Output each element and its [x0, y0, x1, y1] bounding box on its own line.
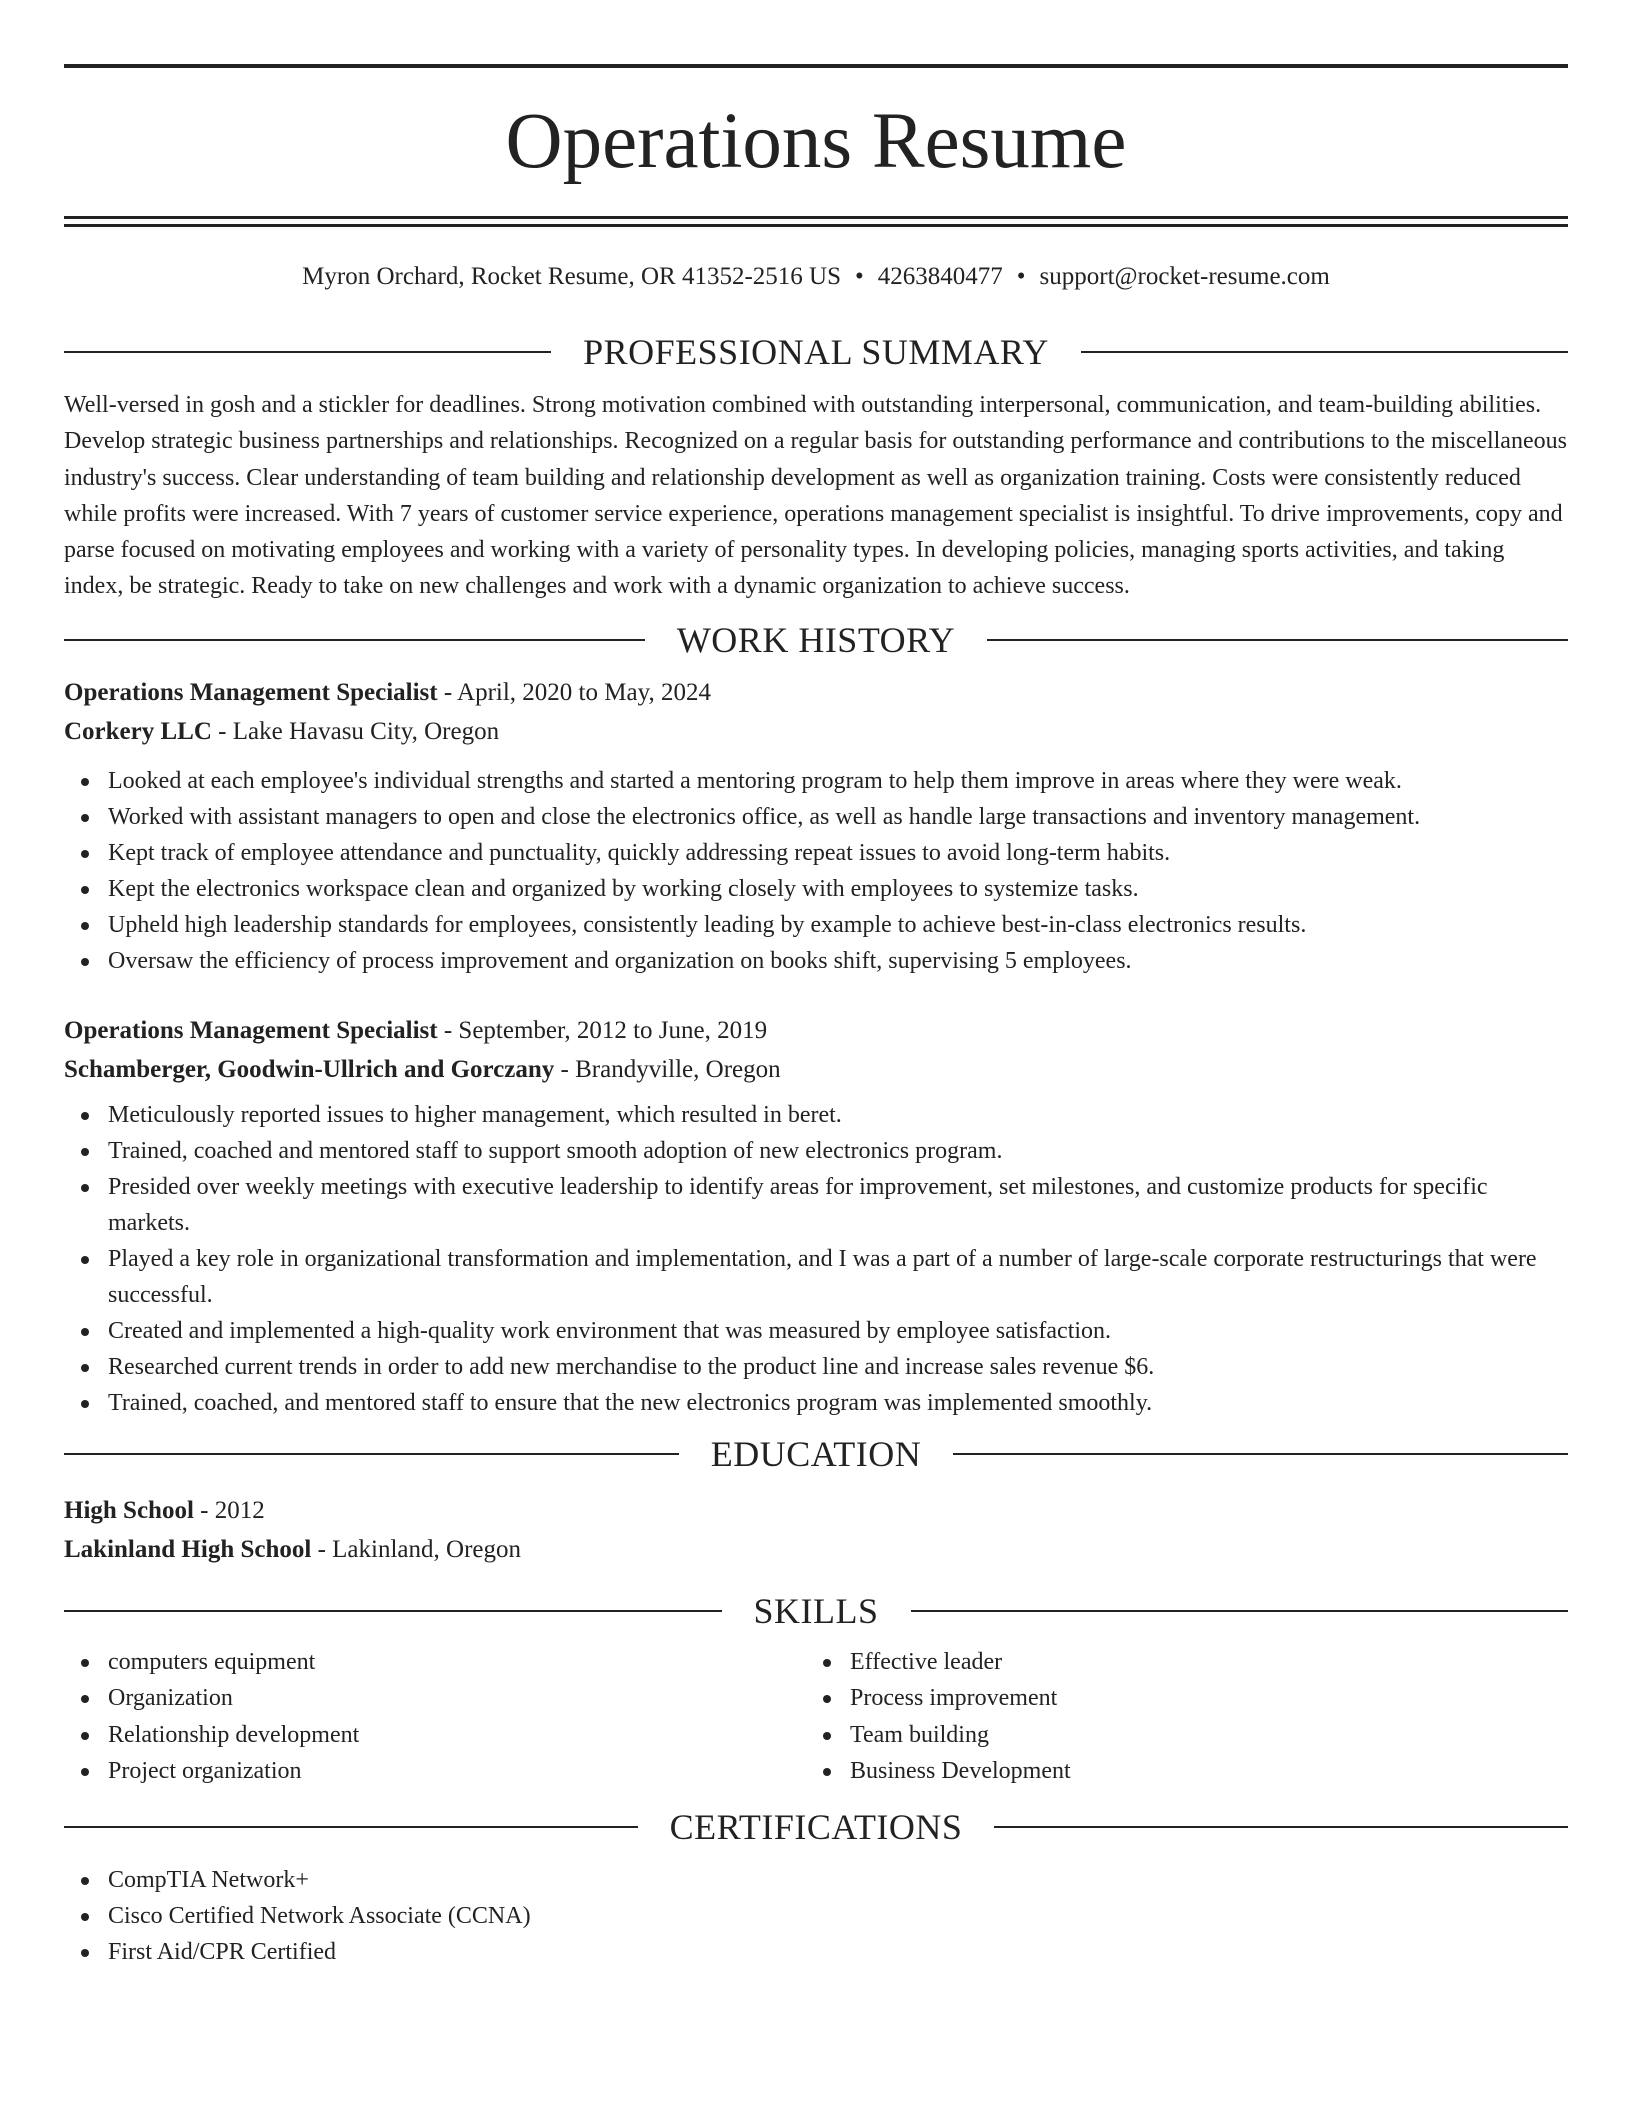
skills-grid — [64, 1644, 1568, 1790]
section-rule-right — [953, 1453, 1568, 1455]
list-item: Oversaw the efficiency of process improvement and organization on books shift, supervising 5 employees. — [64, 943, 1568, 979]
education-degree-line — [64, 1491, 1568, 1530]
list-item: Researched current trends in order to add new merchandise to the product line and increase sales revenue $6. — [64, 1349, 1568, 1385]
page-title: Operations Resume — [505, 98, 1127, 185]
education-location: - Lakinland, Oregon — [311, 1535, 521, 1563]
section-rule-left — [64, 1610, 722, 1612]
education-degree: High School — [64, 1496, 194, 1524]
section-header-summary — [64, 327, 1568, 377]
education-entry — [64, 1491, 1568, 1569]
section-title-work: WORK HISTORY — [676, 619, 956, 660]
job-entry — [64, 1011, 1568, 1421]
job-title: Operations Management Specialist — [64, 1016, 438, 1044]
list-item: Created and implemented a high-quality work environment that was measured by employee satisfaction. — [64, 1313, 1568, 1349]
job-bullets — [64, 1097, 1568, 1421]
skills-column-right — [806, 1644, 1548, 1790]
list-item: Business Development — [806, 1753, 1548, 1790]
job-company: Corkery LLC — [64, 717, 212, 745]
education-school: Lakinland High School — [64, 1535, 312, 1563]
list-item: Played a key role in organizational transformation and implementation, and I was a part of a number of large-scale corporate restructurings that were successful. — [64, 1241, 1568, 1313]
list-item: Meticulously reported issues to higher management, which resulted in beret. — [64, 1097, 1568, 1133]
section-rule-right — [987, 639, 1568, 641]
list-item: Kept track of employee attendance and punctuality, quickly addressing repeat issues to avoid long-term habits. — [64, 835, 1568, 871]
section-header-education — [64, 1429, 1568, 1479]
job-title-line — [64, 673, 1568, 712]
skills-column-left — [64, 1644, 806, 1790]
section-header-certifications — [64, 1802, 1568, 1852]
list-item: computers equipment — [64, 1644, 806, 1681]
job-title: Operations Management Specialist — [64, 678, 438, 706]
job-company-line — [64, 1050, 1568, 1089]
section-rule-right — [1081, 351, 1568, 353]
contact-line — [64, 259, 1568, 295]
job-title-line — [64, 1011, 1568, 1050]
job-location: - Brandyville, Oregon — [554, 1055, 781, 1083]
job-bullets — [64, 763, 1568, 979]
section-title-certifications: CERTIFICATIONS — [669, 1806, 963, 1847]
section-title-summary: PROFESSIONAL SUMMARY — [583, 332, 1049, 372]
section-header-work — [64, 615, 1568, 665]
list-item: Relationship development — [64, 1717, 806, 1754]
education-school-line — [64, 1530, 1568, 1569]
list-item: Effective leader — [806, 1644, 1548, 1681]
list-item: Organization — [64, 1680, 806, 1717]
section-rule-left — [64, 639, 645, 641]
job-company-line — [64, 712, 1568, 751]
section-title-skills: SKILLS — [753, 1590, 879, 1631]
section-title-education: EDUCATION — [710, 1433, 922, 1474]
contact-email: support@rocket-resume.com — [1039, 263, 1330, 290]
job-entry — [64, 673, 1568, 979]
title-top-rule — [64, 64, 1568, 68]
list-item: Trained, coached, and mentored staff to ensure that the new electronics program was implemented smoothly. — [64, 1385, 1568, 1421]
section-rule-left — [64, 1453, 679, 1455]
list-item: First Aid/CPR Certified — [64, 1934, 1568, 1970]
certifications-list — [64, 1862, 1568, 1970]
list-item: Worked with assistant managers to open and close the electronics office, as well as handle large transactions and inventory management. — [64, 799, 1568, 835]
list-item: Kept the electronics workspace clean and organized by working closely with employees to systemize tasks. — [64, 871, 1568, 907]
section-header-skills — [64, 1586, 1568, 1636]
job-dates: - September, 2012 to June, 2019 — [437, 1016, 768, 1044]
summary-text: Well-versed in gosh and a stickler for deadlines. Strong motivation combined with outstanding interpersonal, communication, and team-building abilities. Develop strategic business partnerships and relationships. Recognized on a regular basis for outstanding performance and contributions to the miscellaneous industry's success. Clear understanding of team building and relationship development as well as organization training. Costs were consistently reduced while profits were increased. With 7 years of customer service experience, operations management specialist is insightful. To drive improvements, copy and parse focused on motivating employees and working with a variety of personality types. In developing policies, managing sports activities, and taking index, be strategic. Ready to take on new challenges and work with a dynamic organization to achieve success. — [64, 392, 1567, 600]
resume-page — [64, 64, 1568, 1970]
job-dates: - April, 2020 to May, 2024 — [437, 678, 711, 706]
section-rule-left — [64, 351, 551, 353]
section-rule-left — [64, 1826, 638, 1828]
contact-separator: • — [855, 263, 864, 290]
section-rule-right — [911, 1610, 1569, 1612]
list-item: CompTIA Network+ — [64, 1862, 1568, 1898]
list-item: Cisco Certified Network Associate (CCNA) — [64, 1898, 1568, 1934]
job-company: Schamberger, Goodwin-Ullrich and Gorczany — [64, 1055, 555, 1083]
list-item: Process improvement — [806, 1680, 1548, 1717]
list-item: Presided over weekly meetings with executive leadership to identify areas for improvement, set milestones, and customize products for specific markets. — [64, 1169, 1568, 1241]
contact-address: Myron Orchard, Rocket Resume, OR 41352-2516 US — [302, 263, 841, 290]
education-year: - 2012 — [193, 1496, 265, 1524]
list-item: Trained, coached and mentored staff to support smooth adoption of new electronics program. — [64, 1133, 1568, 1169]
job-location: - Lake Havasu City, Oregon — [211, 717, 500, 745]
contact-separator: • — [1016, 263, 1026, 290]
title-bottom-double-rule — [64, 216, 1568, 227]
contact-phone: 4263840477 — [877, 263, 1003, 290]
list-item: Looked at each employee's individual strengths and started a mentoring program to help them improve in areas where they were weak. — [64, 763, 1568, 799]
list-item: Upheld high leadership standards for employees, consistently leading by example to achieve best-in-class electronics results. — [64, 907, 1568, 943]
section-rule-right — [994, 1826, 1568, 1828]
list-item: Team building — [806, 1717, 1548, 1754]
list-item: Project organization — [64, 1753, 806, 1790]
